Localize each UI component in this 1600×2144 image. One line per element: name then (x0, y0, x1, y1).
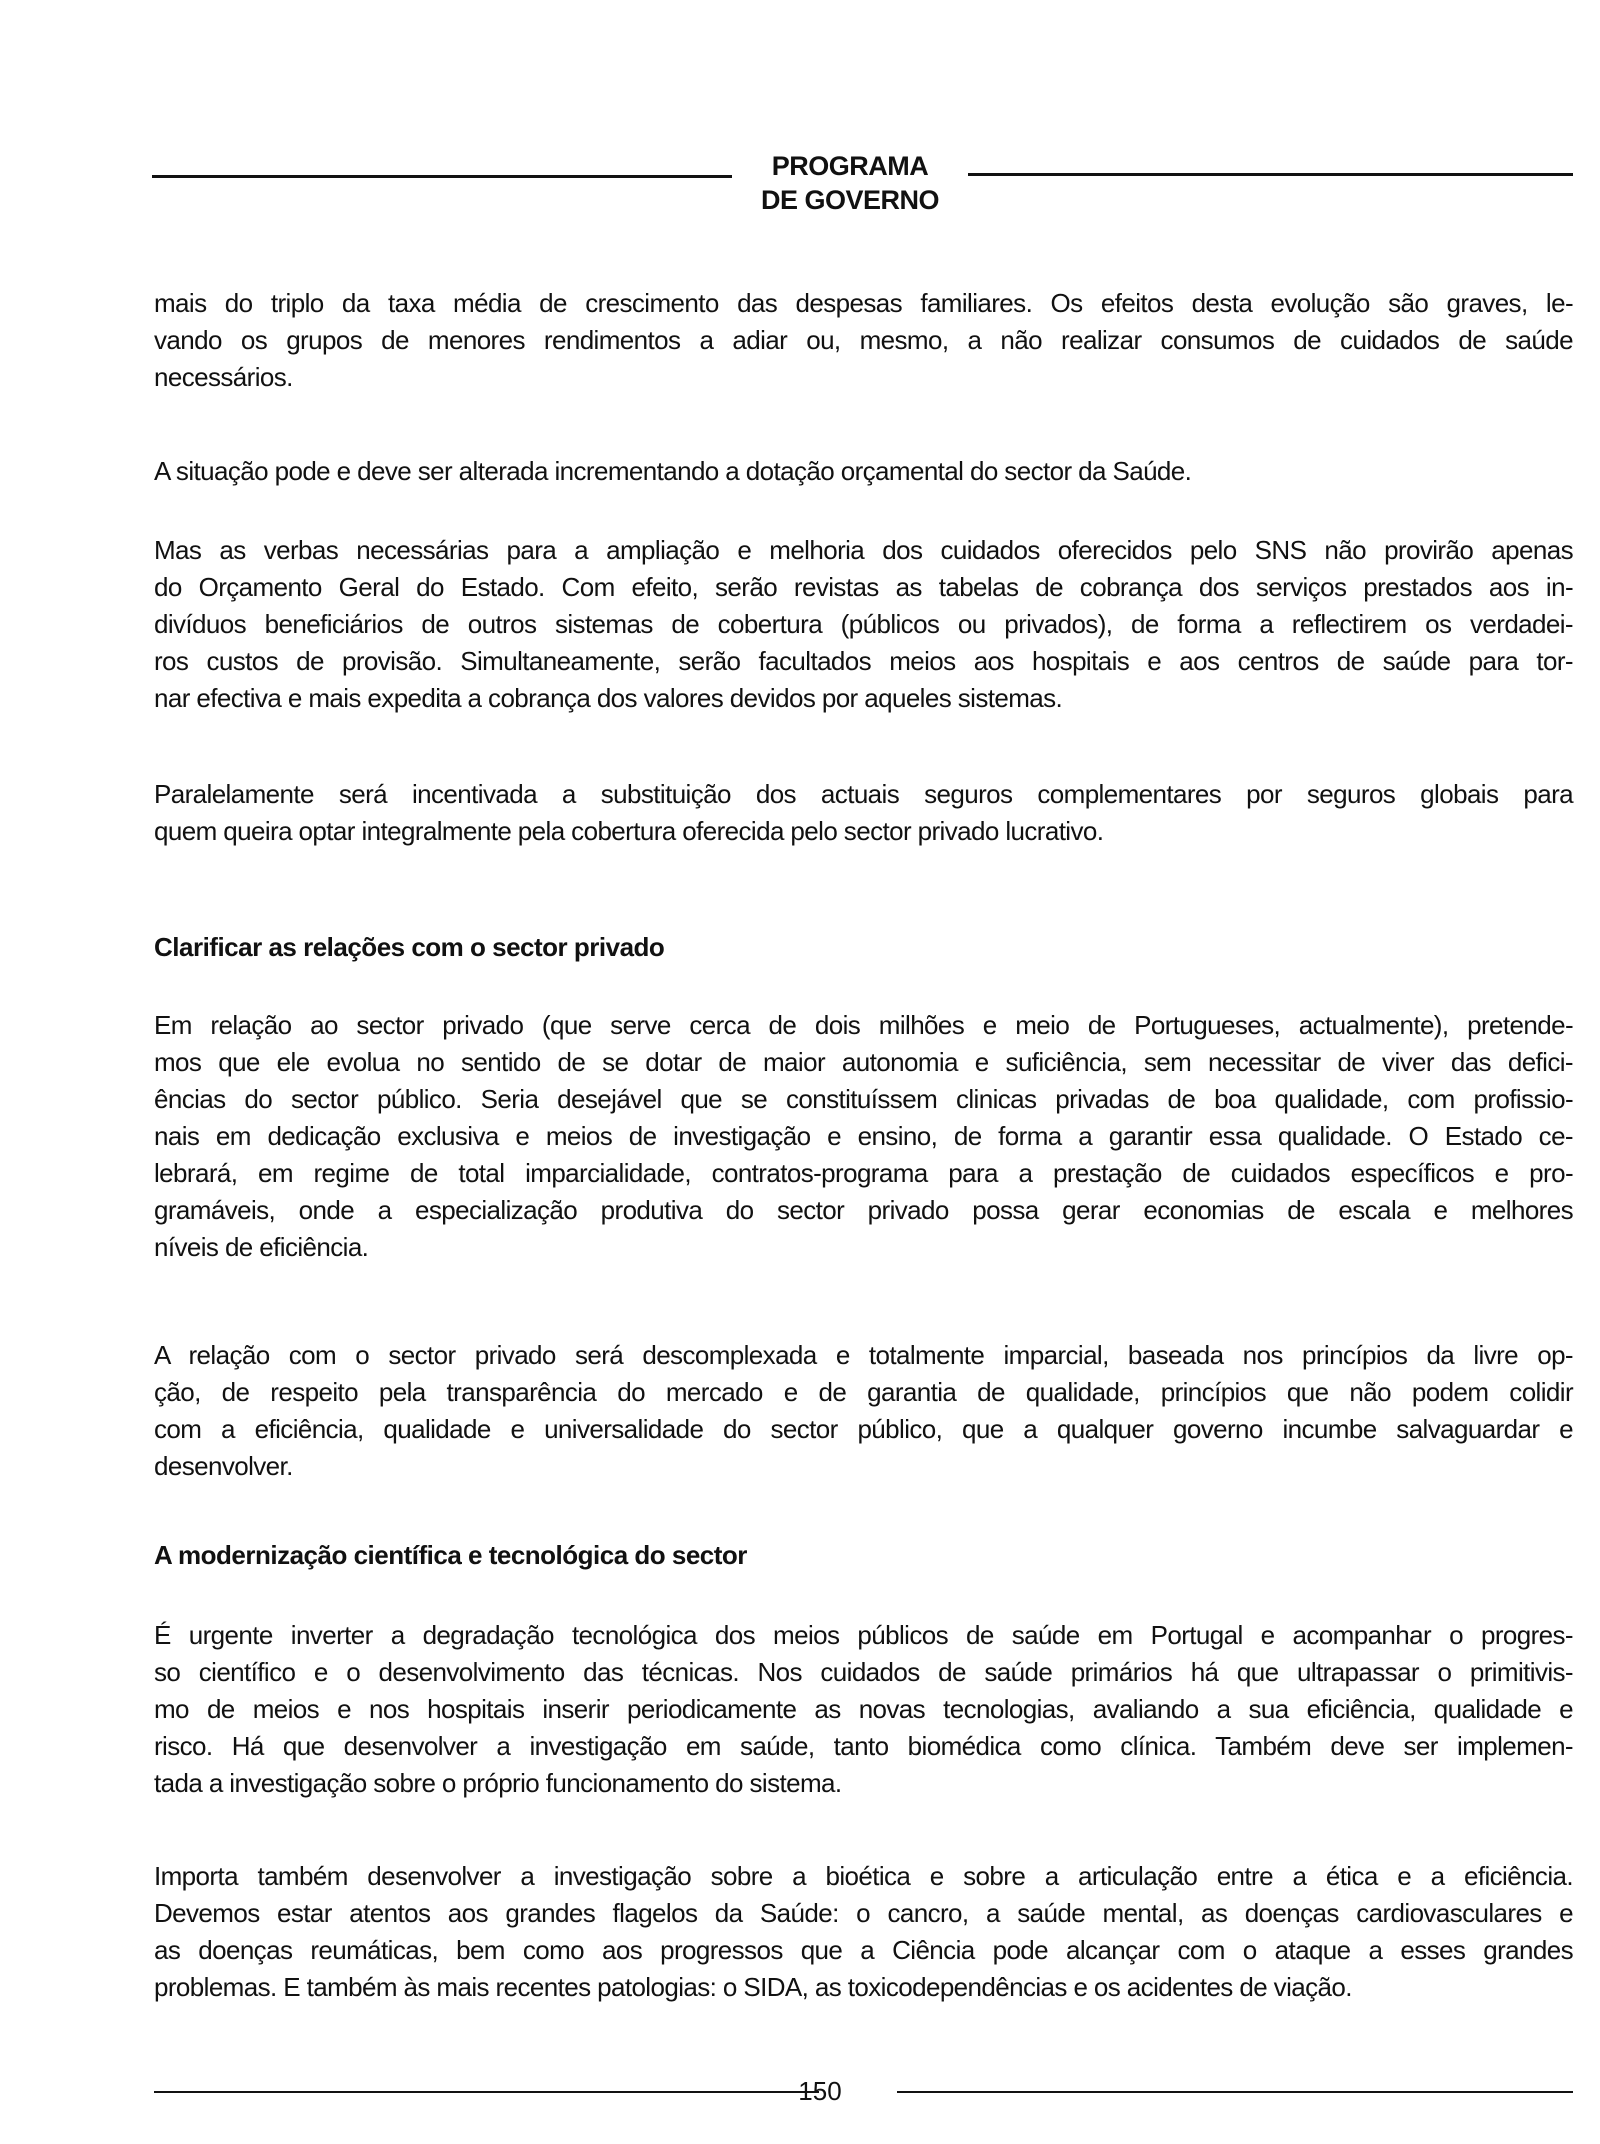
text-line: do Orçamento Geral do Estado. Com efeito, serão revistas as tabelas de cobrança dos serviços prestados aos in- (154, 572, 1573, 602)
text-line: Mas as verbas necessárias para a ampliação e melhoria dos cuidados oferecidos pelo SNS não provirão apenas (154, 535, 1573, 565)
text-line: as doenças reumáticas, bem como aos progressos que a Ciência pode alcançar com o ataque a esses grandes (154, 1935, 1573, 1965)
paragraph-1 (154, 285, 1573, 396)
text-line: Em relação ao sector privado (que serve cerca de dois milhões e meio de Portugueses, actualmente), pretende- (154, 1010, 1573, 1040)
text-line: É urgente inverter a degradação tecnológica dos meios públicos de saúde em Portugal e acompanhar o progres- (154, 1620, 1573, 1650)
text-line: nar efectiva e mais expedita a cobrança dos valores devidos por aqueles sistemas. (154, 683, 1063, 713)
footer-rule-left (154, 2091, 819, 2093)
text-line: vando os grupos de menores rendimentos a adiar ou, mesmo, a não realizar consumos de cuidados de saúde (154, 325, 1573, 355)
text-line: Importa também desenvolver a investigação sobre a bioética e sobre a articulação entre a ética e a eficiência. (154, 1861, 1573, 1891)
paragraph-8 (154, 1858, 1573, 2006)
text-line: gramáveis, onde a especialização produtiva do sector privado possa gerar economias de escala e melhores (154, 1195, 1573, 1225)
text-line: com a eficiência, qualidade e universalidade do sector público, que a qualquer governo incumbe salvaguardar e (154, 1414, 1573, 1444)
text-line: Paralelamente será incentivada a substituição dos actuais seguros complementares por seguros globais para (154, 779, 1573, 809)
text-line: ção, de respeito pela transparência do mercado e de garantia de qualidade, princípios que não podem colidir (154, 1377, 1573, 1407)
text-line: lebrará, em regime de total imparcialidade, contratos-programa para a prestação de cuidados específicos e pro- (154, 1158, 1573, 1188)
paragraph-3 (154, 532, 1573, 717)
paragraph-2 (154, 453, 1573, 490)
paragraph-4 (154, 776, 1573, 850)
page-number: 150 (798, 2076, 842, 2106)
text-line: níveis de eficiência. (154, 1232, 369, 1262)
text-line: risco. Há que desenvolver a investigação em saúde, tanto biomédica como clínica. Também deve ser implemen- (154, 1731, 1573, 1761)
text-line: problemas. E também às mais recentes patologias: o SIDA, as toxicodependências e os acidentes de viação. (154, 1972, 1352, 2002)
text-line: mais do triplo da taxa média de crescimento das despesas familiares. Os efeitos desta evolução são graves, le- (154, 288, 1573, 318)
section-heading-private-sector: Clarificar as relações com o sector privado (154, 932, 665, 962)
header-rule-right (968, 173, 1573, 176)
text-line: ências do sector público. Seria desejável que se constituíssem clinicas privadas de boa qualidade, com profissio- (154, 1084, 1573, 1114)
paragraph-6 (154, 1337, 1573, 1485)
text-line: nais em dedicação exclusiva e meios de investigação e ensino, de forma a garantir essa qualidade. O Estado ce- (154, 1121, 1573, 1151)
section-heading-modernization: A modernização científica e tecnológica do sector (154, 1540, 747, 1570)
paragraph-5 (154, 1007, 1573, 1266)
text-line: tada a investigação sobre o próprio funcionamento do sistema. (154, 1768, 842, 1798)
text-line: desenvolver. (154, 1451, 293, 1481)
footer-rule-right (897, 2091, 1573, 2093)
header-rule-left (152, 175, 732, 178)
text-line: Devemos estar atentos aos grandes flagelos da Saúde: o cancro, a saúde mental, as doenças cardiovasculares e (154, 1898, 1573, 1928)
text-line: so científico e o desenvolvimento das técnicas. Nos cuidados de saúde primários há que ultrapassar o primitivis- (154, 1657, 1573, 1687)
paragraph-7 (154, 1617, 1573, 1802)
text-line: ros custos de provisão. Simultaneamente, serão facultados meios aos hospitais e aos centros de saúde para tor- (154, 646, 1573, 676)
text-line: mo de meios e nos hospitais inserir periodicamente as novas tecnologias, avaliando a sua eficiência, qualidade e (154, 1694, 1573, 1724)
text-line: necessários. (154, 362, 293, 392)
header-title-line2: DE GOVERNO (760, 185, 940, 215)
text-line: divíduos beneficiários de outros sistemas de cobertura (públicos ou privados), de forma a reflectirem os verdadei- (154, 609, 1573, 639)
text-line: A situação pode e deve ser alterada incrementando a dotação orçamental do sector da Saúde. (154, 456, 1192, 486)
text-line: mos que ele evolua no sentido de se dotar de maior autonomia e suficiência, sem necessitar de viver das defici- (154, 1047, 1573, 1077)
text-line: quem queira optar integralmente pela cobertura oferecida pelo sector privado lucrativo. (154, 816, 1104, 846)
header-title-line1: PROGRAMA (771, 151, 929, 181)
text-line: A relação com o sector privado será descomplexada e totalmente imparcial, baseada nos princípios da livre op- (154, 1340, 1573, 1370)
